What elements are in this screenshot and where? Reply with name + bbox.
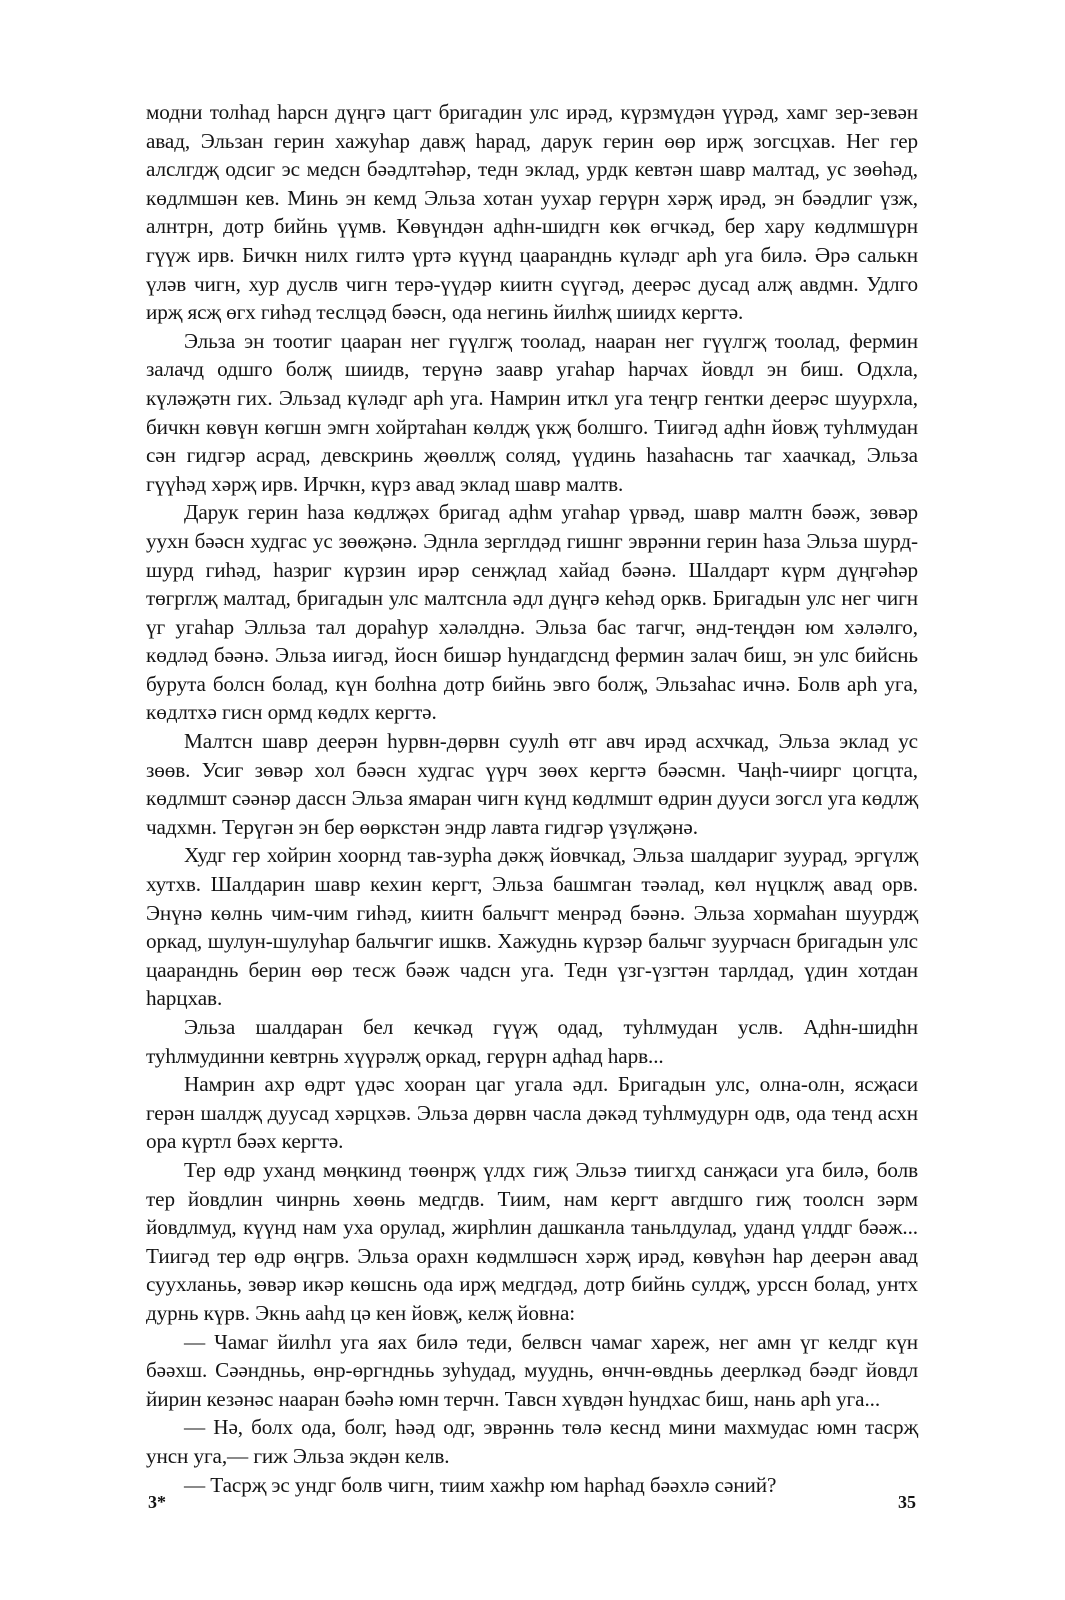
paragraph: Малтсн шавр деерән һурвн-дөрвн суулһ өтг авч ирәд асхчкад, Эльза эклад ус зөөв. Усиг зөвәр хол бәәсн худгас үүрч зөөх кергтә бәәсмн. Чаңһ-чиирг цогцта, көдлмшт сәәнәр дассн Эльза ямаран чигн күнд көдлмшт өдрин дууси зогсл уга көдлҗ чадхмн. Терүгән эн бер өөркстән эндр лавта гидгәр үзүлҗәнә. bbox=[146, 729, 918, 839]
paragraph: Намрин ахр өдрт үдәс хооран цаг угала әдл. Бригадын улс, олна-олн, ясҗаси герән шалдҗ дуусад хәрцхәв. Эльза дөрвн часла дәкәд туһлмудурн одв, ода тенд асхн ора күртл бәәх кергтә. bbox=[146, 1072, 918, 1154]
paragraph: Эльза эн тоотиг цааран нег гүүлгҗ тоолад, нааран нег гүүлгҗ тоолад, фермин залачд одшго болҗ шиидв, терүнә заавр угаһар һарчах йовдл эн биш. Одхла, күләҗәтн гих. Эльзад күләдг арһ уга. Намрин иткл уга теңгр гентки деерәс шуурхла, бичкн көвүн көгшн эмгн хойртаһан көлдҗ үкҗ болшго. Тиигәд адһн йовҗ туһлмудан сән гидгәр асрад, девскринь җөөллҗ соляд, үүдинь һазаһаснь таг хаачкад, Эльза гүүһәд хәрҗ ирв. Ирчкн, күрз авад эклад шавр малтв. bbox=[146, 328, 918, 496]
dialogue-line: — Чамаг йилһл уга яах билә теди, белвсн чамаг хареж, нег амн үг келдг күн бәәхш. Сәәндньь, өнр-өргндньь зуһудад, мууднь, өнчн-өвдньь деерлкәд бәәдг йовдл йирин кезәнәс нааран бәәһә юмн терчн. Тавсн хүвдән һундхас биш, нань арһ уга... bbox=[146, 1329, 918, 1411]
dialogue-line: — Нә, болх ода, болг, һәәд одг, эврәннь төлә кеснд мини махмудас юмн тасрҗ унсн уга,— гиж Эльза экдән келв. bbox=[146, 1415, 918, 1468]
body-text bbox=[146, 98, 918, 1499]
paragraph: Дарук герин һаза көдлҗәх бригад адһм угаһар үрвәд, шавр малтн бәәж, зөвәр уухн бәәсн худгас ус зөөҗәнә. Эднла зерглдәд гишнг эврәнни герин һаза Эльза шурд-шурд гиһәд, һазриг күрзин ирәр сенҗлад хайад бәәнә. Шалдарт күрм дүңгәһәр төгрглҗ малтад, бригадын улс малтснла әдл дүңгә кеһәд оркв. Бригадын улс нег чигн үг угаһар Элльза тал дораһур хәләлднә. Эльза бас тагчг, әнд-теңдән юм хәләлго, көдләд бәәнә. Эльза иигәд, йосн бишәр һундагдснд фермин залач биш, эн улс бийснь бурута болсн болад, күн болһна дотр бийнь эвго болҗ, Эльзаһас ичнә. Болв арһ уга, көдлтхә гисн ормд көдлх кергтә. bbox=[146, 500, 918, 725]
dialogue-line: — Тасрҗ эс ундг болв чигн, тиим хажһр юм һарһад бәәхлә сәний? bbox=[184, 1472, 777, 1497]
paragraph: модни толһад һарсн дүңгә цагт бригадин улс ирәд, күрзмүдән үүрәд, хамг зер-зевән авад, Эльзан герин хажуһар давҗ һарад, дарук герин өөр ирҗ зогсцхав. Нег гер алслгдҗ одсиг эс медсн бәәдлтәһәр, тедн эклад, урдк кевтән шавр малтад, ус зөөһәд, көдлмшән кев. Минь эн кемд Эльза хотан уухар герүрн хәрҗ ирәд, эн бәәдлиг үзж, алнтрн, дотр бийнь үүмв. Көвүндән адһн-шидгн көк өгчкәд, бер хару көдлмшүрн гүүж ирв. Бичкн нилх гилтә үртә күүнд цааранднь күләдг арһ уга билә. Әрә салькн үләв чигн, хур дуслв чигн терә-үүдәр киитн сүүгәд, деерәс дусад алҗ авдмн. Удлго ирҗ ясҗ өгх гиһәд теслцәд бәәсн, ода негинь йилһҗ шиидх кергтә. bbox=[146, 100, 918, 325]
paragraph: Эльза шалдаран бел кечкәд гүүҗ одад, туһлмудан услв. Адһн-шидһн туһлмудинни кевтрнь хүүрәлҗ оркад, герүрн адһад һарв... bbox=[146, 1015, 918, 1068]
page-number: 35 bbox=[898, 1492, 916, 1512]
paragraph: Тер өдр уханд мөңкинд төөнрҗ үлдх гиҗ Эльзә тиигхд санҗаси уга билә, болв тер йовдлин чинрнь хөөнь медгдв. Тиим, нам кергт авгдшго гиҗ тоолсн зәрм йовдлмуд, күүнд нам уха орулад, жирһлин дашканла таньлдулад, уданд үлддг бәәж... Тиигәд тер өдр өңгрв. Эльза орахн көдмлшәсн хәрҗ ирәд, көвүһән һар деерән авад суухланьь, зөвәр икәр көшснь ода ирҗ медгдәд, дотр бийнь сулдҗ, урссн болад, унтх дурнь күрв. Экнь аaһд цә кен йовҗ, келҗ йовна: bbox=[146, 1157, 918, 1325]
paragraph: Худг гер хойрин хоорнд тав-зурһа дәкҗ йовчкад, Эльза шалдариг зуурад, эргүлҗ хутхв. Шалдарин шавр кехин кергт, Эльза башмган тәәлад, көл нүцклҗ авад орв. Энүнә көлнь чим-чим гиһәд, киитн бальчгт менрәд бәәнә. Эльза хормаһан шуурдҗ оркад, шулун-шулуһар бальчгиг ишкв. Хажуднь күрзәр бальчг зуурчасн бригадын улс цааранднь берин өөр тесж бәәж чадсн уга. Тедн үзг-үзгтән тарлдад, үдин хотдан һарцхав. bbox=[146, 843, 918, 1011]
signature-mark: 3* bbox=[148, 1492, 166, 1512]
